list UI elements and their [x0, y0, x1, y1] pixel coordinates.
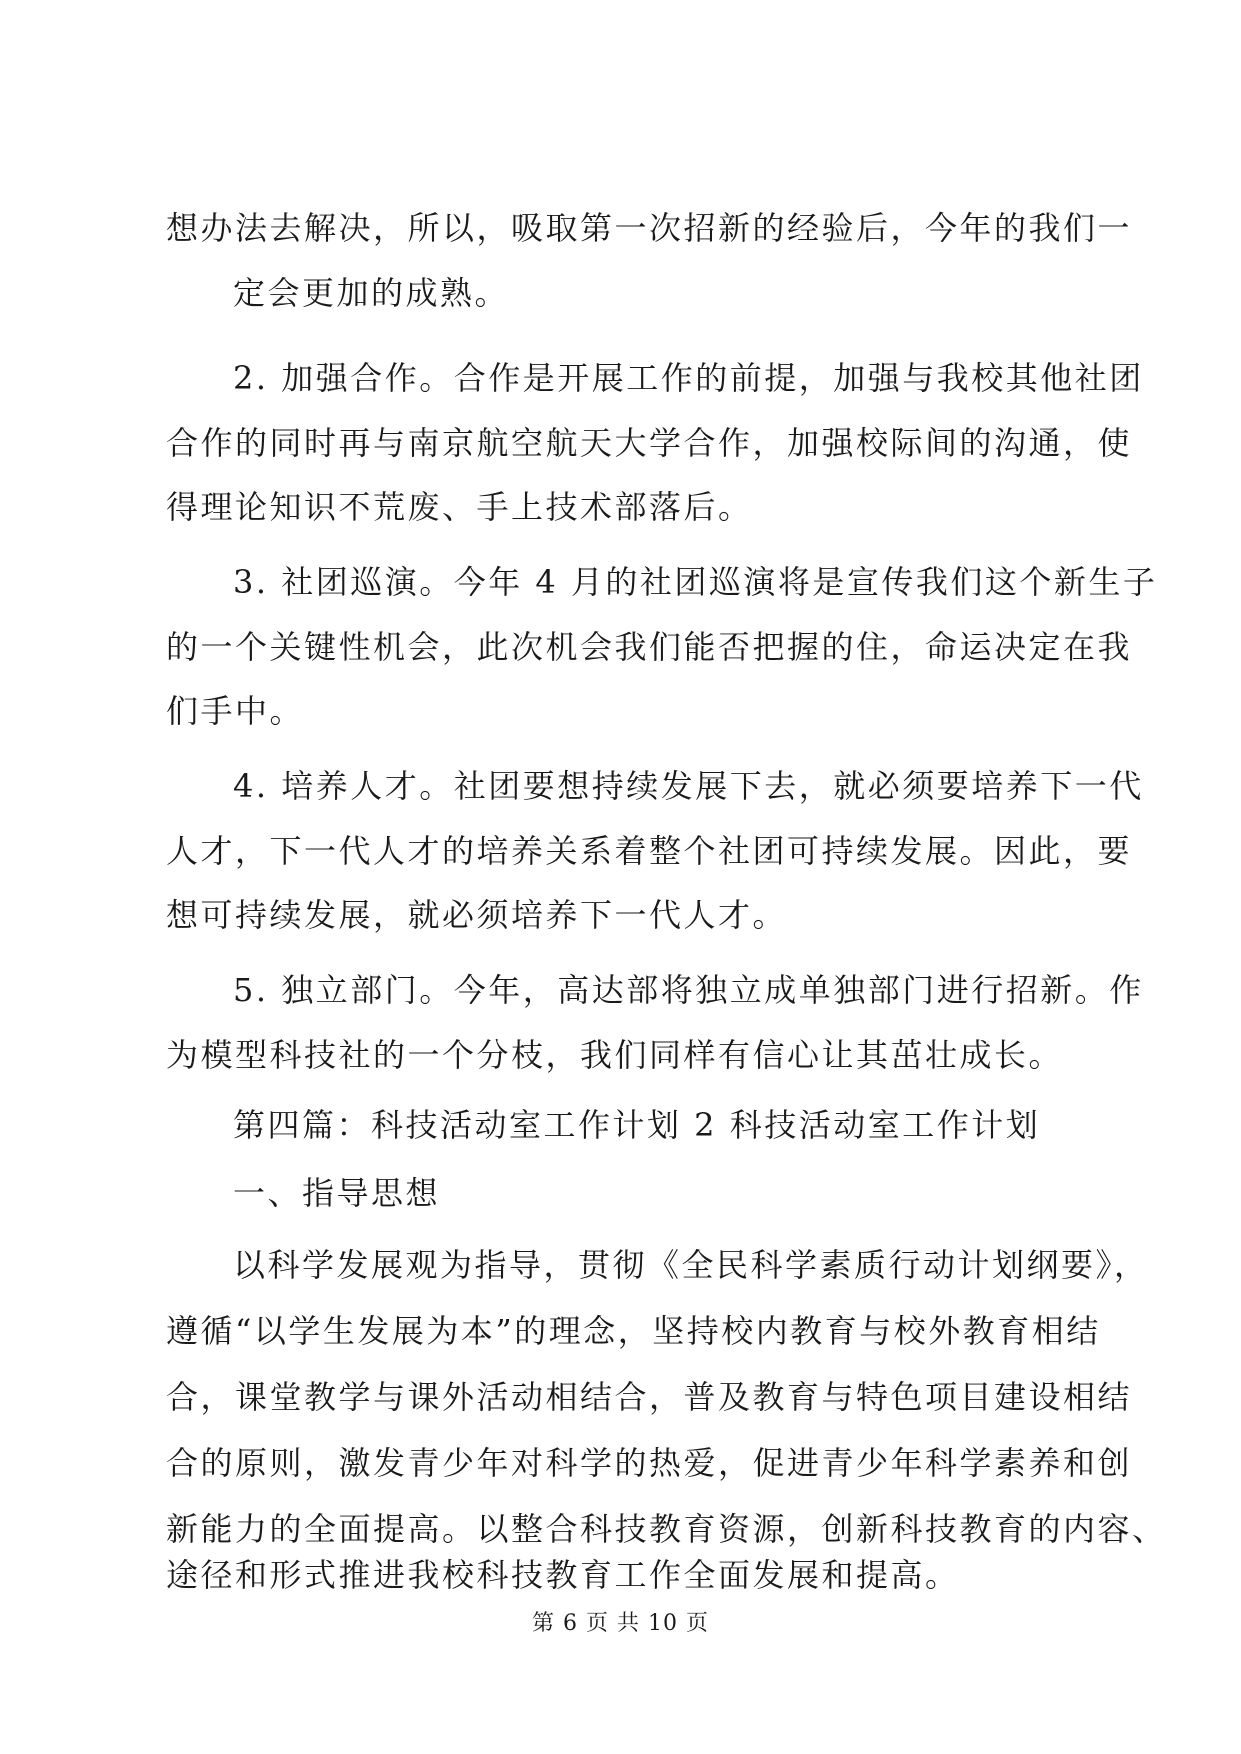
text-line: 们手中。 [166, 692, 305, 730]
text-line: 的一个关键性机会，此次机会我们能否把握的住，命运决定在我 [166, 628, 1133, 666]
text-line: 合作的同时再与南京航空航天大学合作，加强校际间的沟通，使 [166, 424, 1133, 462]
page-footer: 第 6 页 共 10 页 [532, 1611, 709, 1636]
text-line: 途径和形式推进我校科技教育工作全面发展和提高。 [166, 1556, 960, 1594]
subsection-heading: 一、指导思想 [233, 1174, 441, 1212]
text-line: 2. 加强合作。合作是开展工作的前提，加强与我校其他社团 [233, 359, 1144, 397]
text-line: 定会更加的成熟。 [233, 274, 510, 312]
text-line: 为模型科技社的一个分枝，我们同样有信心让其茁壮成长。 [166, 1036, 1064, 1074]
text-line: 新能力的全面提高。以整合科技教育资源，创新科技教育的内容、 [166, 1510, 1167, 1548]
text-line: 3. 社团巡演。今年 4 月的社团巡演将是宣传我们这个新生子 [233, 563, 1158, 601]
text-line: 5. 独立部门。今年，高达部将独立成单独部门进行招新。作 [233, 971, 1144, 1009]
text-line: 人才，下一代人才的培养关系着整个社团可持续发展。因此，要 [166, 832, 1133, 870]
section-heading: 第四篇：科技活动室工作计划 2 科技活动室工作计划 [233, 1106, 1041, 1144]
text-line: 想可持续发展，就必须培养下一代人才。 [166, 896, 788, 934]
text-line: 以科学发展观为指导，贯彻《全民科学素质行动计划纲要》， [233, 1246, 1149, 1284]
text-line: 合，课堂教学与课外活动相结合，普及教育与特色项目建设相结 [166, 1378, 1133, 1416]
text-line: 遵循“以学生发展为本”的理念，坚持校内教育与校外教育相结 [166, 1312, 1101, 1350]
text-line: 得理论知识不荒废、手上技术部落后。 [166, 488, 753, 526]
text-line: 想办法去解决，所以，吸取第一次招新的经验后，今年的我们一 [166, 209, 1133, 247]
text-line: 4. 培养人才。社团要想持续发展下去，就必须要培养下一代 [233, 767, 1144, 805]
text-line: 合的原则，激发青少年对科学的热爱，促进青少年科学素养和创 [166, 1444, 1133, 1482]
